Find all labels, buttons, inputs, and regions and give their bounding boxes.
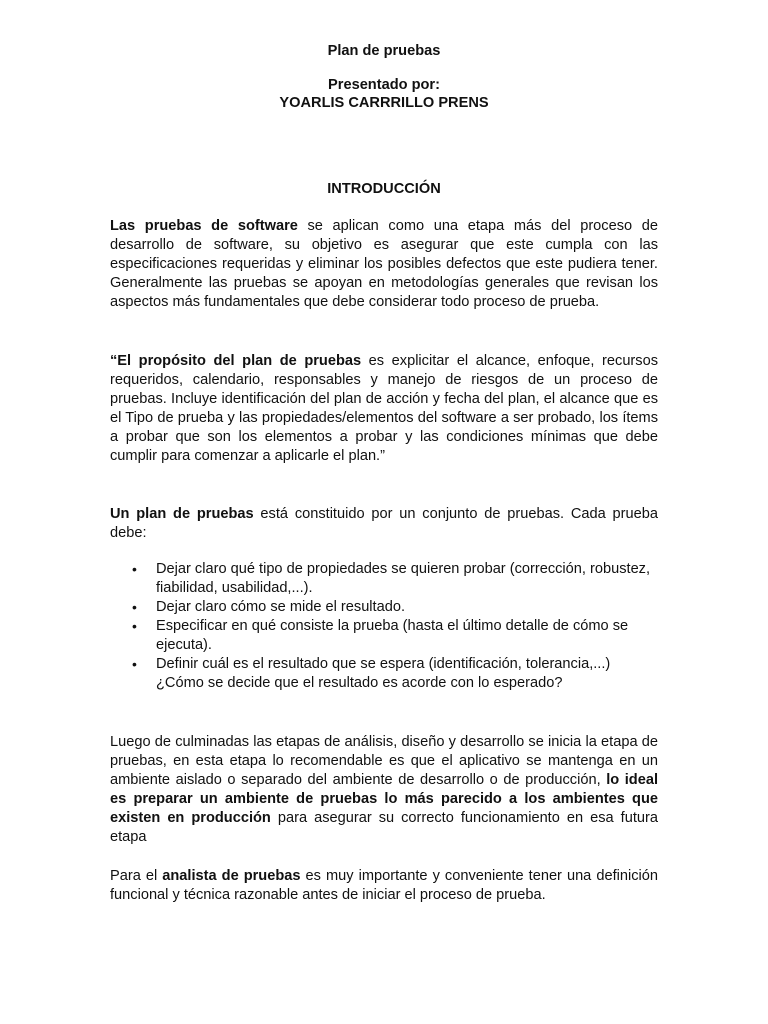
paragraph-test-plan-purpose (110, 352, 658, 466)
bullet-icon: • (132, 656, 137, 672)
test-requirements-list (110, 560, 658, 693)
document-title: Plan de pruebas (327, 43, 441, 59)
paragraph-text: Para el (110, 868, 163, 884)
paragraph-software-testing (110, 217, 658, 312)
author-name: YOARLIS CARRRILLO PRENS (279, 95, 489, 111)
presented-by-label: Presentado por: (328, 77, 440, 93)
paragraph-text: se aplican como una etapa más del proceso de desarrollo de software, su objetivo es asegurar que este cumpla con las especificaciones requeridas y eliminar los posibles defectos que este pudiera tener. Generalmente las pruebas se apoyan en metodologías generales que revisan los aspectos más fundamentales que debe considerar todo proceso de prueba. (110, 218, 658, 310)
list-item (110, 560, 658, 598)
paragraph-text: es muy importante y conveniente tener una definición funcional y técnica razonable antes de iniciar el proceso de prueba. (110, 868, 658, 903)
bullet-icon: • (132, 561, 137, 577)
paragraph-bold-lead: “El propósito del plan de pruebas (110, 353, 362, 369)
paragraph-bold-phrase: lo ideal es preparar un ambiente de pruebas lo más parecido a los ambientes que existen en producción (110, 772, 659, 826)
paragraph-bold-phrase: analista de pruebas (162, 868, 301, 884)
paragraph-text: es explicitar el alcance, enfoque, recursos requeridos, calendario, responsables y manejo de riesgos de un proceso de pruebas. Incluye identificación del plan de acción y fecha del plan, el alcance que es el Tipo de prueba y las propiedades/elementos del software a ser probado, los ítems a probar que son los elementos a probar y las condiciones mínimas que debe cumplir para comenzar a aplicarle el plan.” (110, 353, 659, 464)
list-item-text: Especificar en qué consiste la prueba (hasta el último detalle de cómo se ejecuta). (156, 618, 629, 653)
section-heading: INTRODUCCIÓN (327, 181, 441, 197)
list-item (110, 617, 658, 655)
list-item (110, 598, 658, 617)
paragraph-text: Luego de culminadas las etapas de análisis, diseño y desarrollo se inicia la etapa de pruebas, en esta etapa lo recomendable es que el aplicativo se mantenga en un ambiente aislado o separado del ambiente de desarrollo o de producción, (110, 734, 658, 788)
list-item-text: Definir cuál es el resultado que se espera (identificación, tolerancia,...) ¿Cómo se decide que el resultado es acorde con lo esperado? (156, 656, 611, 691)
paragraph-test-environment (110, 733, 658, 847)
paragraph-text: para asegurar su correcto funcionamiento en esa futura etapa (110, 810, 658, 845)
paragraph-bold-lead: Las pruebas de software (110, 218, 298, 234)
bullet-icon: • (132, 599, 137, 615)
list-item-text: Dejar claro cómo se mide el resultado. (156, 599, 406, 615)
list-item-text: Dejar claro qué tipo de propiedades se quieren probar (corrección, robustez, fiabilidad, usabilidad,...). (156, 561, 651, 596)
paragraph-text: está constituido por un conjunto de pruebas. Cada prueba debe: (110, 506, 658, 541)
paragraph-test-analyst (110, 867, 658, 905)
paragraph-bold-lead: Un plan de pruebas (110, 506, 254, 522)
bullet-icon: • (132, 618, 137, 634)
list-item (110, 655, 658, 693)
paragraph-test-plan-definition (110, 505, 658, 543)
